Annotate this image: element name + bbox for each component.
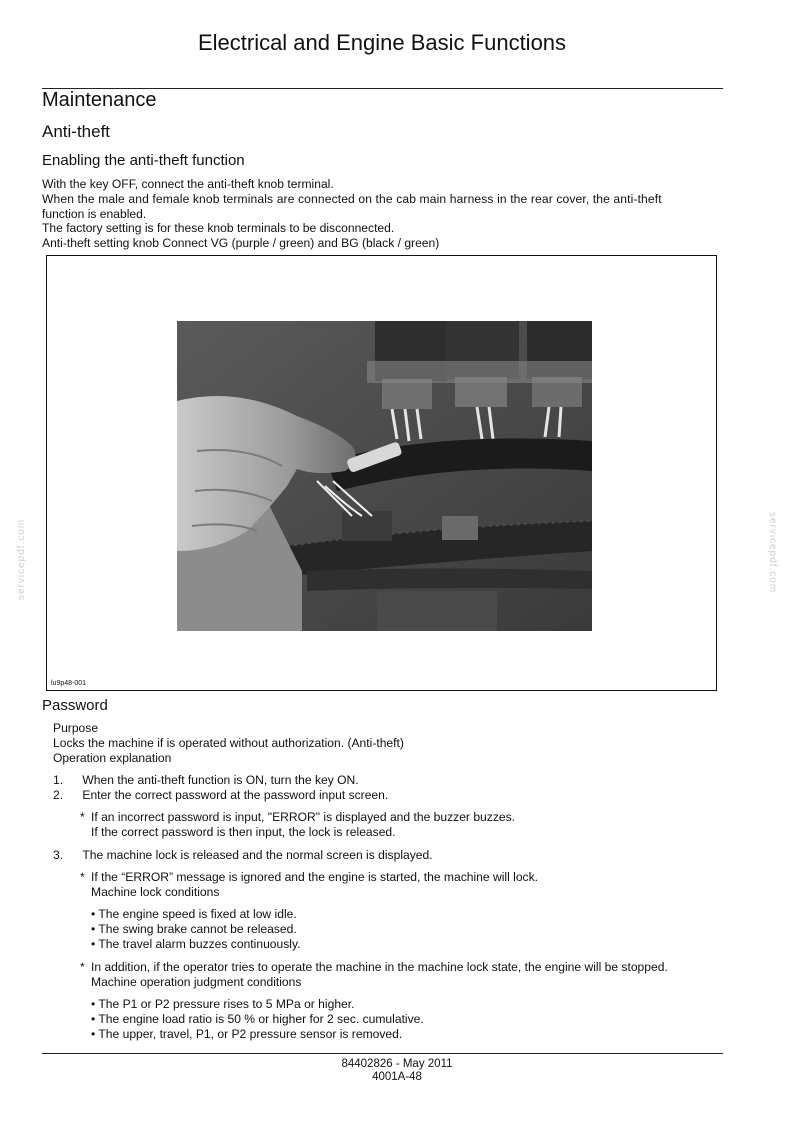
operation-label: Operation explanation — [53, 751, 172, 765]
list-item-text: The P1 or P2 pressure rises to 5 MPa or higher. — [98, 997, 355, 1011]
note-line: Machine operation judgment conditions — [91, 975, 302, 989]
list-item: • The engine speed is fixed at low idle. — [91, 907, 297, 921]
step-number: 2. — [53, 788, 64, 802]
list-item: • The upper, travel, P1, or P2 pressure sensor is removed. — [91, 1027, 403, 1041]
section-heading: Maintenance — [42, 89, 157, 111]
list-item: • The travel alarm buzzes continuously. — [91, 937, 301, 951]
purpose-label: Purpose — [53, 721, 99, 735]
step — [53, 788, 388, 803]
step — [53, 773, 359, 788]
page-title: Electrical and Engine Basic Functions — [197, 30, 567, 55]
note-asterisk: * — [80, 870, 85, 884]
footer-rule — [42, 1053, 723, 1054]
step-number: 1. — [53, 773, 64, 787]
intro-line: Anti-theft setting knob Connect VG (purple / green) and BG (black / green) — [42, 236, 440, 250]
intro-line: The factory setting is for these knob terminals to be disconnected. — [42, 221, 395, 235]
list-item-text: The engine speed is fixed at low idle. — [98, 907, 297, 921]
list-item: • The swing brake cannot be released. — [91, 922, 297, 936]
note-line: If the correct password is then input, the lock is released. — [91, 825, 396, 839]
intro-line: With the key OFF, connect the anti-theft knob terminal. — [42, 177, 334, 191]
intro-line: function is enabled. — [42, 207, 147, 221]
topic-heading: Enabling the anti-theft function — [42, 152, 245, 169]
note-line: If an incorrect password is input, "ERROR" is displayed and the buzzer buzzes. — [91, 810, 516, 824]
step — [53, 848, 433, 863]
footer-doc-number: 84402826 - May 2011 — [341, 1058, 453, 1070]
watermark-right: servicepdf.com — [767, 512, 778, 594]
subsection-heading: Anti-theft — [42, 122, 111, 141]
step-number: 3. — [53, 848, 64, 862]
list-item-text: The swing brake cannot be released. — [98, 922, 297, 936]
note-line: In addition, if the operator tries to operate the machine in the machine lock state, the engine will be stopped. — [91, 960, 668, 974]
list-item-text: The upper, travel, P1, or P2 pressure sensor is removed. — [98, 1027, 403, 1041]
footer-page-number: 4001A-48 — [372, 1071, 422, 1083]
list-item: • The P1 or P2 pressure rises to 5 MPa or higher. — [91, 997, 355, 1011]
intro-line: When the male and female knob terminals are connected on the cab main harness in the rear cover, the anti-theft — [42, 192, 662, 206]
note-line: Machine lock conditions — [91, 885, 220, 899]
step-text: The machine lock is released and the normal screen is displayed. — [82, 848, 433, 862]
note-line: If the “ERROR” message is ignored and the engine is started, the machine will lock. — [91, 870, 539, 884]
harness-photo — [177, 321, 592, 631]
note-asterisk: * — [80, 810, 85, 824]
step-text: Enter the correct password at the password input screen. — [82, 788, 389, 802]
purpose-text: Locks the machine if is operated without authorization. (Anti-theft) — [53, 736, 404, 750]
watermark-left: servicepdf.com — [16, 518, 27, 600]
list-item-text: The engine load ratio is 50 % or higher for 2 sec. cumulative. — [98, 1012, 424, 1026]
figure-caption: lu9p48-001 — [51, 680, 87, 687]
password-heading: Password — [42, 697, 108, 714]
note-asterisk: * — [80, 960, 85, 974]
list-item-text: The travel alarm buzzes continuously. — [98, 937, 301, 951]
step-text: When the anti-theft function is ON, turn the key ON. — [82, 773, 359, 787]
list-item: • The engine load ratio is 50 % or higher for 2 sec. cumulative. — [91, 1012, 424, 1026]
